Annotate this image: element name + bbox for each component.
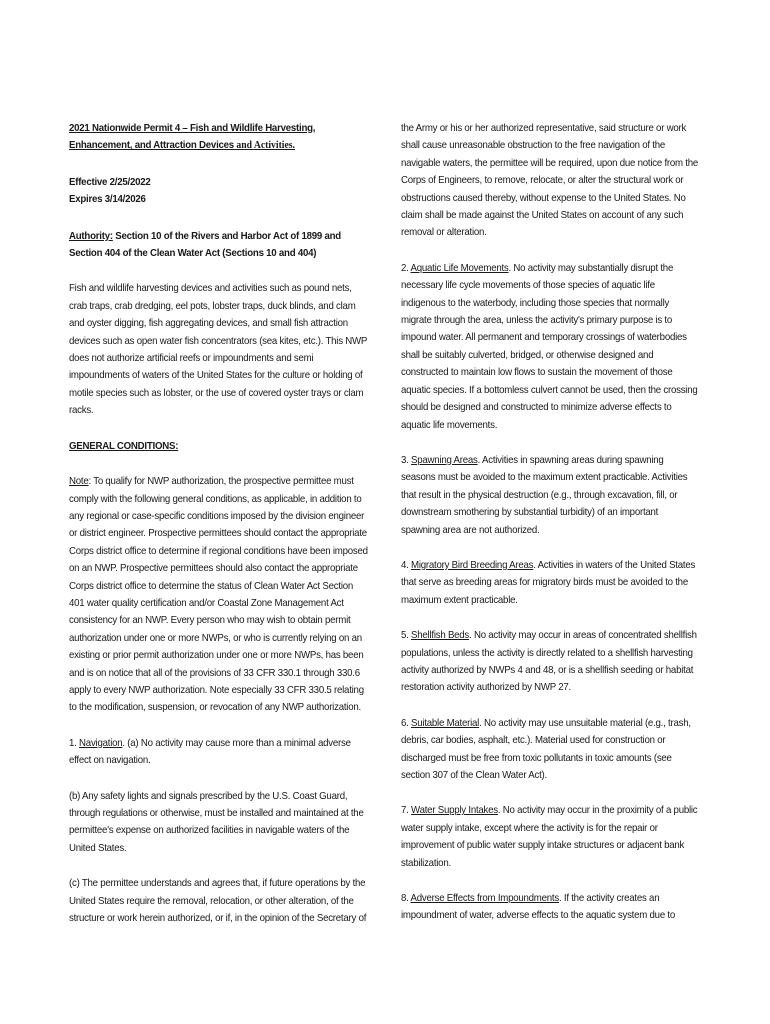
condition-text: . Activities in waters of the United States that serve as breeding areas for migratory birds must be avoided to the maximum extent practicable. xyxy=(401,559,696,606)
condition-text: . No activity may substantially disrupt the necessary life cycle movements of those species of aquatic life indigenous to the waterbody, including those species that normally migrate through the area, unless the activity's primary purpose is to impound water. All permanent and temporary crossings of waterbodies shall be suitably culverted, bridged, or otherwise designed and constructed to maintain low flows to sustain the movement of those aquatic species. If a bottomless culvert cannot be used, then the crossing should be designed and constructed to minimize adverse effects to aquatic life movements. xyxy=(401,262,698,431)
condition-shellfish-beds xyxy=(401,627,699,697)
condition-number: 5. xyxy=(401,630,412,642)
condition-number: 6. xyxy=(401,717,412,729)
general-conditions-heading: GENERAL CONDITIONS: xyxy=(69,440,179,452)
condition-label: Migratory Bird Breeding Areas xyxy=(411,559,534,571)
title-line-1: 2021 Nationwide Permit 4 – Fish and Wildlife Harvesting, xyxy=(69,123,316,134)
effective-date: Effective 2/25/2022 xyxy=(69,176,151,188)
note-label: Note xyxy=(69,476,89,488)
condition-migratory-birds xyxy=(401,557,699,609)
condition-number: 2. xyxy=(401,262,411,274)
right-column xyxy=(401,120,699,943)
navigation-b-paragraph: (b) Any safety lights and signals prescribed by the U.S. Coast Guard, through regulations or otherwise, must be installed and maintained at the permittee's expense on authorized facilities in navigable waters of the United States. xyxy=(69,790,364,854)
navigation-number: 1. xyxy=(69,737,80,749)
condition-text: . No activity may occur in areas of concentrated shellfish populations, unless the activity is directly related to a shellfish harvesting activity authorized by NWPs 4 and 48, or is a shellfish seeding or habitat restoration activity authorized by NWP 27. xyxy=(401,630,697,694)
condition-text: . If the activity creates an impoundment of water, adverse effects to the aquatic system due to xyxy=(401,893,676,922)
note-text: : To qualify for NWP authorization, the prospective permittee must comply with the following general conditions, as applicable, in addition to any regional or case-specific conditions imposed by the division engineer or district engineer. Prospective permittees should contact the appropriate Corps district office to determine if regional conditions have been imposed on an NWP. Prospective permittees should also contact the appropriate Corps district office to determine the status of Clean Water Act Section 401 water quality certification and/or Coastal Zone Management Act consistency for an NWP. Every person who may wish to obtain permit authorization under one or more NWPs, or who is currently relying on an existing or prior permit authorization under one or more NWPs, has been and is on notice that all of the provisions of 33 CFR 330.1 through 330.6 apply to every NWP authorization. Note especially 33 CFR 330.5 relating to the modification, suspension, or revocation of any NWP authorization. xyxy=(69,476,368,714)
condition-text: . No activity may use unsuitable material (e.g., trash, debris, car bodies, asphalt, etc.). Material used for construction or discharged must be free from toxic pollutants in toxic amounts (see section 307 of the Clean Water Act). xyxy=(401,717,691,781)
permit-dates xyxy=(69,174,368,209)
condition-label: Spawning Areas xyxy=(411,454,478,466)
condition-water-supply xyxy=(401,802,699,872)
condition-number: 4. xyxy=(401,559,412,571)
condition-label: Shellfish Beds xyxy=(411,630,470,642)
authority-label: Authority: xyxy=(69,230,113,242)
condition-text: . No activity may occur in the proximity of a public water supply intake, except where the activity is for the repair or improvement of public water supply intake structures or adjacent bank stabilization. xyxy=(401,805,698,869)
condition-suitable-material xyxy=(401,715,699,785)
navigation-paragraph xyxy=(69,735,368,770)
condition-number: 8. xyxy=(401,893,411,905)
condition-text: . Activities in spawning areas during spawning seasons must be avoided to the maximum extent practicable. Activities that result in the physical destruction (e.g., through excavation, fill, or downstream smothering by substantial turbidity) of an important spawning area are not authorized. xyxy=(401,454,688,536)
permit-title xyxy=(69,120,368,155)
condition-label: Water Supply Intakes xyxy=(411,805,498,817)
condition-impoundments xyxy=(401,890,699,925)
expiry-date: Expires 3/14/2026 xyxy=(69,194,146,206)
authority-paragraph xyxy=(69,228,368,263)
description-paragraph: Fish and wildlife harvesting devices and activities such as pound nets, crab traps, crab dredging, eel pots, lobster traps, duck blinds, and clam and oyster digging, fish aggregating devices, and small fish attraction devices such as open water fish concentrators (sea kites, etc.). This NWP does not authorize artificial reefs or impoundments and semi impoundments of waters of the United States for the culture or holding of motile species such as lobster, or the use of covered oyster trays or clam racks. xyxy=(69,283,367,417)
condition-label: Suitable Material xyxy=(411,717,480,729)
navigation-c-paragraph: (c) The permittee understands and agrees that, if future operations by the United States require the removal, relocation, or other alteration, of the structure or work herein authorized, or if, in the opinion of the Secretary of xyxy=(69,878,367,925)
condition-number: 3. xyxy=(401,454,412,466)
note-paragraph xyxy=(69,473,368,717)
navigation-text: . (a) No activity may cause more than a minimal adverse effect on navigation. xyxy=(69,737,351,767)
condition-number: 7. xyxy=(401,805,412,817)
condition-aquatic-life xyxy=(401,260,699,434)
authority-text: Section 10 of the Rivers and Harbor Act of 1899 and Section 404 of the Clean Water Act (Sections 10 and 404) xyxy=(69,230,341,260)
condition-label: Adverse Effects from Impoundments xyxy=(410,893,559,905)
condition-label: Aquatic Life Movements xyxy=(410,262,509,274)
condition-spawning-areas xyxy=(401,452,699,539)
title-line-2-end: and Activities. xyxy=(236,140,295,152)
title-line-2: Enhancement, and Attraction Devices xyxy=(69,140,237,152)
left-column xyxy=(69,120,368,945)
continuation-paragraph: the Army or his or her authorized representative, said structure or work shall cause unreasonable obstruction to the free navigation of the navigable waters, the permittee will be required, upon due notice from the Corps of Engineers, to remove, relocate, or alter the structural work or obstructions caused thereby, without expense to the United States. No claim shall be made against the United States on account of any such removal or alteration. xyxy=(401,123,699,239)
navigation-label: Navigation xyxy=(79,737,123,749)
